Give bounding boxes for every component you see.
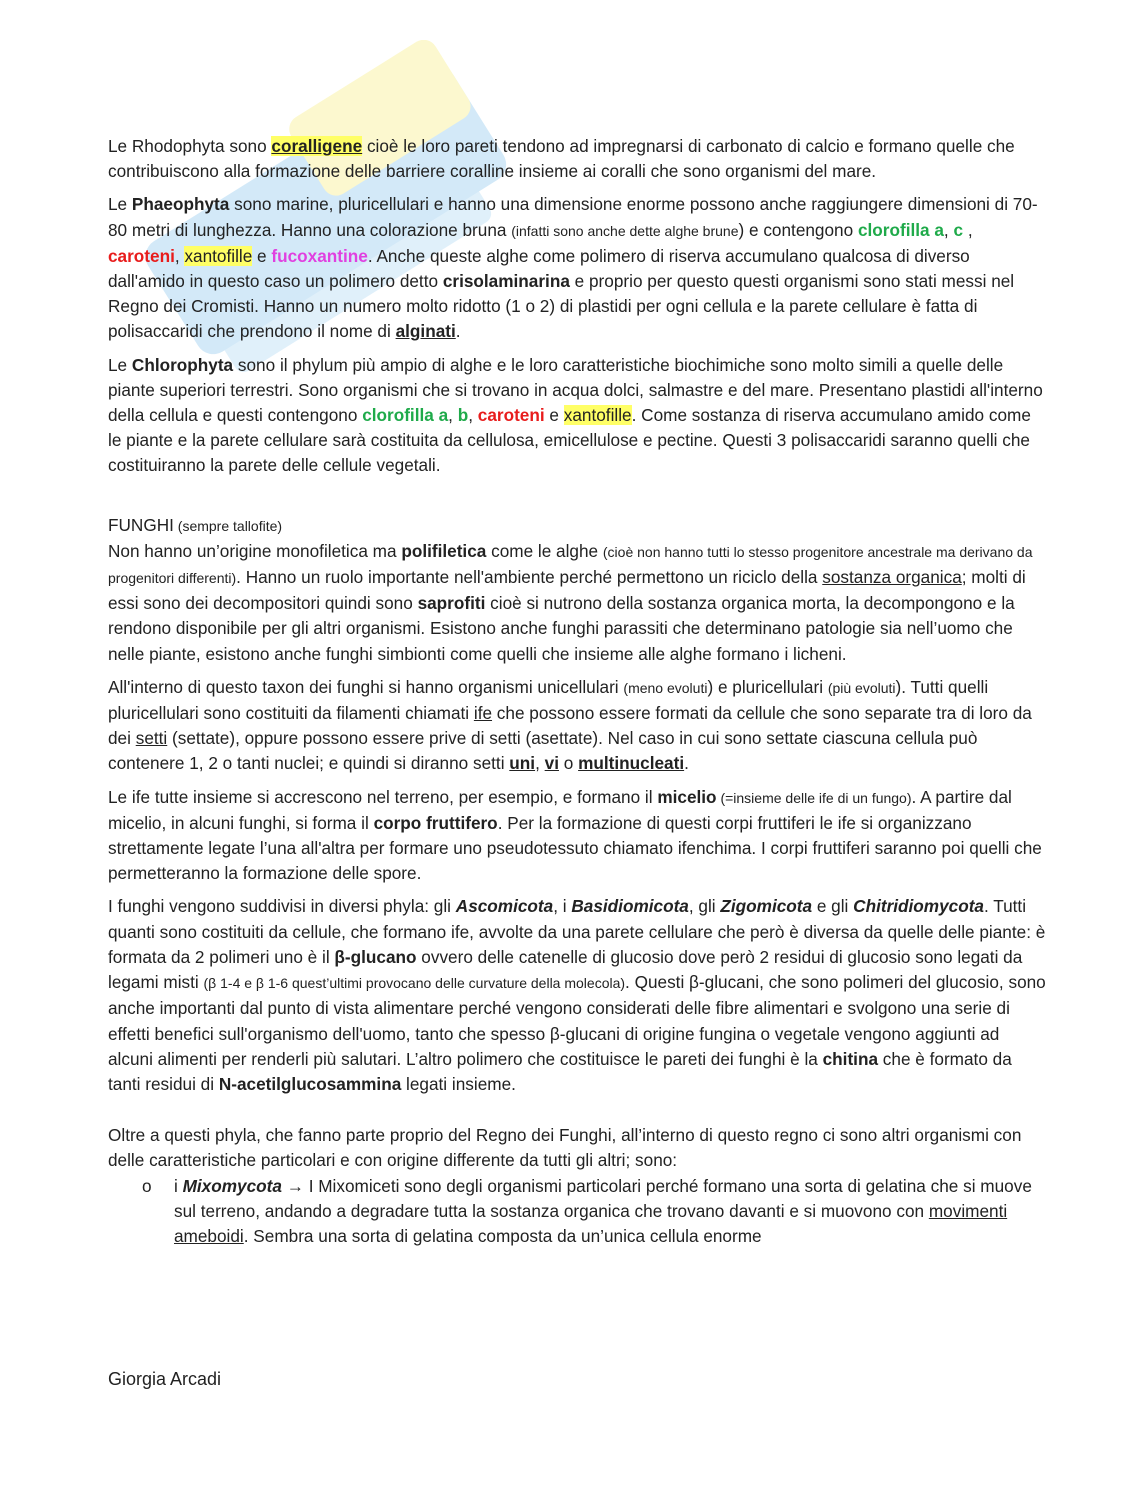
paragraph-funghi-phyla: I funghi vengono suddivisi in diversi phyla: gli Ascomicota, i Basidiomicota, gli Zigomicota e gli Chitridiomycota. Tutti quanti sono costituiti da cellule, che formano ife, avvolte da una parete cellulare che però è diversa da quelle delle piante: è formata da 2 polimeri uno è il β-glucano ovvero delle catenelle di glucosio dove però 2 residui di glucosio sono legati da legami misti (β 1-4 e β 1-6 quest’ultimi provocano delle curvature della molecola). Questi β-glucani, che sono polimeri del glucosio, sono anche importanti dal punto di vista alimentare perché vengono considerati delle fibre alimentari e svolgono una serie di effetti benefici sull'organismo dell'uomo, tanto che spesso β-glucani di origine fungina o vegetale vengono aggiunti ad alcuni alimenti per renderli più salutari. L’altro polimero che costituisce le pareti dei funghi è la chitina che è formato da tanti residui di N-acetilglucosammina legati insieme. [108, 896, 1046, 1094]
term-movimenti-ameboidi: movimenti ameboidi [174, 1200, 1008, 1246]
document-body [108, 134, 1048, 1257]
paragraph-phaeophyta: Le Phaeophyta sono marine, pluricellulari e hanno una dimensione enorme possono anche raggiungere dimensioni di 70-80 metri di lunghezza. Hanno una colorazione bruna (infatti sono anche dette alghe brune) e contengono clorofilla a, c , caroteni, xantofille e fucoxantine. Anche queste alghe come polimero di riserva accumulano qualcosa di diverso dall'amido in questo caso un polimero detto crisolaminarina e proprio per questo questi organismi sono stati messi nel Regno dei Cromisti. Hanno un numero molto ridotto (1 o 2) di plastidi per ogni cellula e la parete cellulare è fatta di polisaccaridi che prendono il nome di alginati. [108, 194, 1038, 342]
term-vi: vi [544, 753, 559, 774]
paragraph-chlorophyta: Le Chlorophyta sono il phylum più ampio di alghe e le loro caratteristiche biochimiche sono molto simili a quelle delle piante superiori terrestri. Sono organismi che si trovano in acqua dolci, salmastre e del mare. Presentano plastidi all'interno della cellula e questi contengono clorofilla a, b, caroteni e xantofille. Come sostanza di riserva accumulano amido come le piante e la parete cellulare sarà costituita da cellulosa, emicellulose e pectine. Questi 3 polisaccaridi saranno quelli che costituiranno la parete delle cellule vegetali. [108, 354, 1043, 476]
term-chitridiomycota: Chitridiomycota [853, 896, 984, 917]
bullet-marker: o [142, 1175, 152, 1196]
term-ife: ife [473, 703, 493, 724]
list-item-mixomycota: o i Mixomycota → I Mixomiceti sono degli organismi particolari perché formano una sorta di gelatina che si muove sul terreno, andando a degradare tutta la sostanza organica che trovano davanti e si muovono con movimenti ameboidi. Sembra una sorta di gelatina composta da un’unica cellula enorme [142, 1175, 1032, 1246]
term-sostanza-organica: sostanza organica [822, 567, 962, 588]
term-micelio: micelio [657, 786, 717, 807]
spacer [108, 487, 1048, 513]
paragraph-funghi-micelio: Le ife tutte insieme si accrescono nel terreno, per esempio, e formano il micelio (=insieme delle ife di un fungo). A partire dal micelio, in alcuni funghi, si forma il corpo fruttifero. Per la formazione di questi corpi fruttiferi le ife si organizzano strettamente legate l’una all'altra per formare uno pseudotessuto chiamato ifenchima. I corpi fruttiferi saranno poi quelli che permetteranno la formazione delle spore. [108, 786, 1042, 884]
term-crisolaminarina: crisolaminarina [442, 271, 570, 292]
paragraph-funghi-origine: Non hanno un’origine monofiletica ma polifiletica come le alghe (cioè non hanno tutti lo stesso progenitore ancestrale ma derivano da progenitori differenti). Hanno un ruolo importante nell'ambiente perché permettono un riciclo della sostanza organica; molti di essi sono dei decompositori quindi sono saprofiti cioè si nutrono della sostanza organica morta, la decompongono e la rendono disponibile per gli altri organismi. Esistono anche funghi parassiti che determinano patologie sia nell’uomo che nelle piante, esistono anche funghi simbionti come quelli che insieme alle alghe formano i licheni. [108, 540, 1033, 664]
term-n-acetilglucosammina: N-acetilglucosammina [218, 1073, 402, 1094]
term-uni: uni [509, 753, 536, 774]
term-beta-glucano: β-glucano [334, 946, 417, 967]
term-fucoxantine: fucoxantine [271, 245, 368, 266]
term-coralligene: coralligene [271, 136, 363, 156]
term-chitina: chitina [822, 1048, 879, 1069]
arrow-right-icon: → [281, 1175, 309, 1196]
paragraph-altri-organismi: Oltre a questi phyla, che fanno parte proprio del Regno dei Funghi, all’interno di questo regno ci sono altri organismi con delle caratteristiche particolari e con origine differente da tutti gli altri; sono: [108, 1125, 1022, 1171]
term-chlorophyta: Chlorophyta [131, 354, 234, 375]
term-xantofille: xantofille [563, 405, 632, 426]
term-ascomicota: Ascomicota [455, 896, 554, 917]
paragraph-funghi-ife: All'interno di questo taxon dei funghi si hanno organismi unicellulari (meno evoluti) e pluricellulari (più evoluti). Tutti quelli pluricellulari sono costituiti da filamenti chiamati ife che possono essere formati da cellule che sono separate tra di loro da dei setti (settate), oppure possono essere prive di setti (asettate). Nel caso in cui sono settate ciascuna cellula può contenere 1, 2 o tanti nuclei; e quindi si diranno setti uni, vi o multinucleati. [108, 676, 1032, 774]
term-clorofilla-c: c [953, 219, 964, 240]
term-clorofilla-a: clorofilla a [362, 405, 449, 426]
term-multinucleati: multinucleati [578, 753, 685, 774]
author-signature: Giorgia Arcadi [108, 1369, 222, 1389]
term-xantofille: xantofille [184, 245, 253, 266]
spacer [108, 1105, 1048, 1123]
term-caroteni: caroteni [477, 405, 545, 426]
term-mixomycota: Mixomycota [182, 1175, 282, 1196]
term-alginati: alginati [395, 321, 456, 342]
term-corpo-fruttifero: corpo fruttifero [373, 812, 498, 833]
term-polifiletica: polifiletica [401, 540, 487, 561]
term-caroteni: caroteni [108, 245, 175, 266]
term-phaeophyta: Phaeophyta [131, 194, 230, 215]
term-zigomicota: Zigomicota [720, 896, 813, 917]
section-heading-funghi: FUNGHI (sempre tallofite) [108, 514, 283, 535]
paragraph-rhodophyta: Le Rhodophyta sono coralligene cioè le loro pareti tendono ad impregnarsi di carbonato di calcio e formano quelle che contribuiscono alla formazione delle barriere coralline insieme ai coralli che sono organismi del mare. [108, 136, 1015, 182]
term-saprofiti: saprofiti [417, 593, 486, 614]
term-basidiomicota: Basidiomicota [571, 896, 689, 917]
term-clorofilla-a: clorofilla a [857, 219, 944, 240]
term-setti: setti [135, 728, 168, 749]
term-clorofilla-b: b [457, 405, 469, 426]
